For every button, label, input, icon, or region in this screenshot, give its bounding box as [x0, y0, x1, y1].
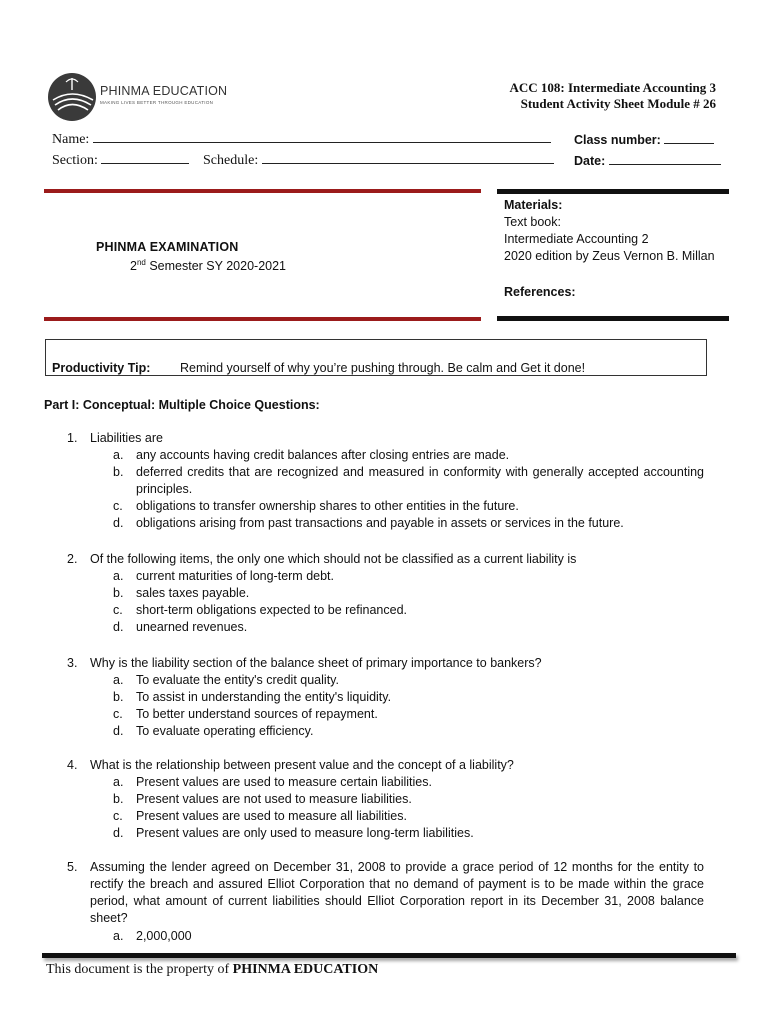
course-title: ACC 108: Intermediate Accounting 3	[509, 80, 716, 95]
option-text[interactable]: any accounts having credit balances after closing entries are made.	[136, 448, 510, 462]
option-letter: c.	[113, 499, 123, 513]
question-number: 2.	[67, 552, 78, 566]
option-text[interactable]: short-term obligations expected to be refinanced.	[136, 603, 407, 617]
black-divider-bottom	[497, 316, 729, 321]
question-number: 3.	[67, 656, 78, 670]
option-letter: b.	[113, 690, 124, 704]
name-line[interactable]	[93, 130, 551, 143]
option-letter: b.	[113, 586, 124, 600]
option-letter: d.	[113, 516, 124, 530]
option-letter: d.	[113, 620, 124, 634]
option-text[interactable]: Present values are only used to measure long-term liabilities.	[136, 826, 474, 840]
question-number: 1.	[67, 431, 78, 445]
option-text[interactable]: Present values are used to measure certain liabilities.	[136, 775, 432, 789]
materials-line-2: Intermediate Accounting 2	[504, 232, 649, 246]
option-letter: b.	[113, 792, 124, 806]
footer-divider	[42, 953, 736, 958]
module-title: Student Activity Sheet Module # 26	[520, 96, 716, 111]
option-text[interactable]: To evaluate the entity's credit quality.	[136, 673, 339, 687]
references-label: References:	[504, 285, 576, 299]
option-text[interactable]: unearned revenues.	[136, 620, 248, 634]
sem-rest: Semester SY 2020-2021	[145, 259, 286, 274]
option-text[interactable]: obligations arising from past transactions and payable in assets or services in the future.	[136, 516, 624, 530]
logo-name: PHINMA EDUCATION	[100, 84, 228, 98]
schedule-line[interactable]	[262, 151, 554, 164]
question-text: Why is the liability section of the balance sheet of primary importance to bankers?	[90, 656, 542, 670]
footer-text	[46, 962, 378, 978]
option-letter: b.	[113, 465, 124, 479]
option-letter: a.	[113, 929, 124, 943]
materials-line-3: 2020 edition by Zeus Vernon B. Millan	[504, 249, 715, 263]
schedule-field	[203, 151, 554, 169]
materials-label: Materials:	[504, 198, 563, 212]
section-line[interactable]	[101, 151, 189, 164]
option-text[interactable]: 2,000,000	[136, 929, 192, 943]
date-label: Date:	[574, 154, 606, 168]
footer-prefix: This document is the property of	[46, 962, 233, 977]
option-text[interactable]: Present values are used to measure all liabilities.	[136, 809, 407, 823]
black-divider-top	[497, 189, 729, 194]
question-text: Assuming the lender agreed on December 31, 2008 to provide a grace period of 12 months for the entity to rectify the breach and assured Elliot Corporation that no demand of payment is to be made within the grace period, what amount of current liabilities should Elliot Corporation report in its December 31, 2008 balance sheet?	[90, 860, 704, 925]
date-field	[574, 152, 721, 168]
class-number-line[interactable]	[664, 131, 714, 144]
option-letter: c.	[113, 707, 123, 721]
class-number-field	[574, 131, 714, 147]
question-text: What is the relationship between present value and the concept of a liability?	[90, 758, 514, 772]
part-title: Part I: Conceptual: Multiple Choice Questions:	[44, 398, 320, 412]
name-label: Name:	[52, 132, 90, 147]
option-text[interactable]: To better understand sources of repayment.	[136, 707, 378, 721]
option-text[interactable]: To assist in understanding the entity's liquidity.	[136, 690, 392, 704]
option-text[interactable]: current maturities of long-term debt.	[136, 569, 334, 583]
red-divider-bottom	[44, 317, 481, 321]
exam-semester	[130, 258, 286, 273]
footer-owner: PHINMA EDUCATION	[232, 962, 379, 977]
question-text: Liabilities are	[90, 431, 163, 445]
option-letter: a.	[113, 775, 124, 789]
option-text[interactable]: deferred credits that are recognized and measured in conformity with generally accepted accounting principles.	[136, 465, 704, 496]
red-divider-top	[44, 189, 481, 193]
schedule-label: Schedule:	[203, 153, 259, 168]
name-field	[52, 130, 551, 148]
option-letter: c.	[113, 603, 123, 617]
productivity-tip-text: Remind yourself of why you’re pushing through. Be calm and Get it done!	[180, 361, 586, 375]
question-number: 5.	[67, 860, 78, 874]
option-letter: c.	[113, 809, 123, 823]
option-letter: a.	[113, 673, 124, 687]
option-letter: d.	[113, 724, 124, 738]
date-line[interactable]	[609, 152, 721, 165]
sem-number: 2	[130, 259, 137, 274]
option-text[interactable]: Present values are not used to measure liabilities.	[136, 792, 412, 806]
question-text: Of the following items, the only one which should not be classified as a current liability is	[90, 552, 577, 566]
productivity-tip-label: Productivity Tip:	[52, 361, 151, 375]
logo-tagline: MAKING LIVES BETTER THROUGH EDUCATION	[100, 100, 214, 105]
option-letter: a.	[113, 569, 124, 583]
materials-line-1: Text book:	[504, 215, 561, 229]
option-text[interactable]: obligations to transfer ownership shares to other entities in the future.	[136, 499, 519, 513]
phinma-logo-icon	[47, 70, 101, 124]
option-letter: a.	[113, 448, 124, 462]
option-text[interactable]: sales taxes payable.	[136, 586, 250, 600]
section-field	[52, 151, 189, 169]
sem-suffix: nd	[136, 258, 146, 267]
option-letter: d.	[113, 826, 124, 840]
question-number: 4.	[67, 758, 78, 772]
exam-title: PHINMA EXAMINATION	[96, 240, 239, 254]
class-number-label: Class number:	[574, 133, 661, 147]
section-label: Section:	[52, 153, 98, 168]
option-text[interactable]: To evaluate operating efficiency.	[136, 724, 314, 738]
